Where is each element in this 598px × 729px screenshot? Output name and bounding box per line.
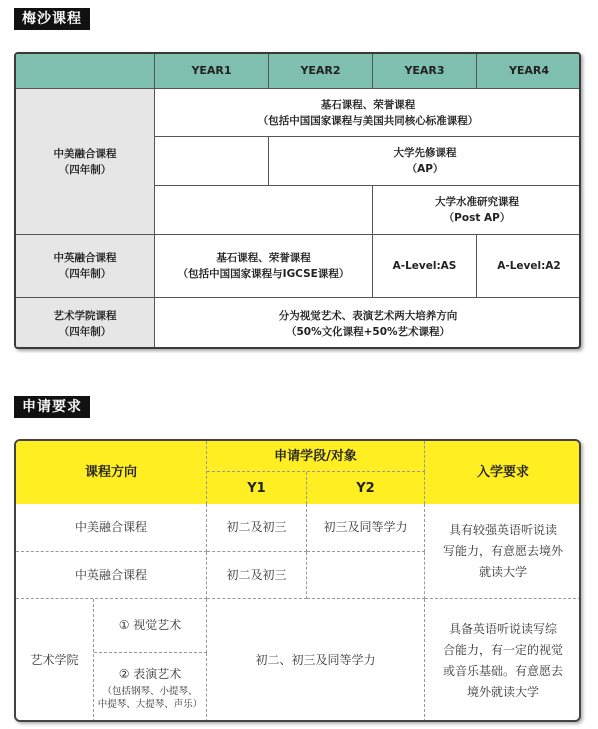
cell-text: 大学水准研究课程 <box>435 196 519 208</box>
uk-y2-empty <box>307 552 425 599</box>
cell-text: 大学先修课程 <box>393 147 457 159</box>
course-uk: 中英融合课程 <box>16 552 207 599</box>
requirement-art <box>425 599 581 722</box>
header-year4: YEAR4 <box>477 54 581 89</box>
section-title-courses: 梅沙课程 <box>14 8 90 30</box>
art-visual: ① 视觉艺术 <box>94 599 207 653</box>
course-us: 中美融合课程 <box>16 504 207 552</box>
requirement-text: 具有较强英语听说读 <box>448 522 557 537</box>
cell-note: （50%文化课程+50%艺术课程） <box>285 325 451 338</box>
cell-text: 分为视觉艺术、表演艺术两大培养方向 <box>278 309 458 322</box>
performing-note: 中提琴、大提琴、声乐） <box>97 699 203 710</box>
row-label-duration: （四年制） <box>58 163 112 176</box>
cell-text: 基石课程、荣誉课程 <box>216 252 311 264</box>
row-label-name: 中美融合课程 <box>53 147 117 160</box>
row-label-art-course <box>16 298 155 349</box>
header-year2: YEAR2 <box>269 54 373 89</box>
us-y1: 初二及初三 <box>207 504 307 552</box>
requirement-text: 就读大学 <box>478 564 527 579</box>
requirement-text: 具备英语听说读写综 <box>448 621 557 636</box>
header-y1: Y1 <box>207 472 307 504</box>
foundation-igcse-cell <box>155 235 373 298</box>
row-label-duration: （四年制） <box>58 325 112 338</box>
course-art-school: 艺术学院 <box>16 599 94 722</box>
header-year1: YEAR1 <box>155 54 269 89</box>
empty-cell <box>155 137 269 186</box>
alevel-as-cell: A-Level:AS <box>373 235 477 298</box>
art-performing <box>94 653 207 722</box>
row-label-us-course <box>16 89 155 235</box>
header-year3: YEAR3 <box>373 54 477 89</box>
art-stage: 初二、初三及同等学力 <box>207 599 425 722</box>
section-title-requirements: 申请要求 <box>14 396 90 418</box>
cell-note: （包括中国国家课程与美国共同核心标准课程） <box>257 114 479 127</box>
requirement-text: 写能力，有意愿去境外 <box>442 543 563 558</box>
us-y2: 初三及同等学力 <box>307 504 425 552</box>
cell-text: 基石课程、荣誉课程 <box>320 98 416 111</box>
requirements-table <box>14 439 581 722</box>
art-direction-cell <box>155 298 581 349</box>
course-table <box>14 52 581 349</box>
header-y2: Y2 <box>307 472 425 504</box>
performing-note: （包括钢琴、小提琴、 <box>102 686 198 697</box>
header-stage: 申请学段/对象 <box>207 441 425 472</box>
header-empty-cell <box>16 54 155 89</box>
cell-note: （包括中国国家课程与IGCSE课程） <box>177 268 350 280</box>
performing-label: ② 表演艺术 <box>118 667 182 681</box>
row-label-uk-course <box>16 235 155 298</box>
requirement-text: 合能力，有一定的视觉 <box>442 642 563 657</box>
foundation-honors-cell <box>155 89 581 137</box>
header-direction: 课程方向 <box>16 441 207 504</box>
cell-note: （Post AP） <box>443 212 511 224</box>
requirement-language <box>425 504 581 599</box>
cell-note: （AP） <box>406 163 444 175</box>
requirement-text: 或音乐基础。有意愿去 <box>442 663 563 678</box>
uk-y1: 初二及初三 <box>207 552 307 599</box>
ap-cell <box>269 137 581 186</box>
row-label-name: 中英融合课程 <box>53 252 117 264</box>
post-ap-cell <box>373 186 581 235</box>
empty-cell <box>155 186 373 235</box>
alevel-a2-cell: A-Level:A2 <box>477 235 581 298</box>
row-label-duration: （四年制） <box>58 268 112 280</box>
header-requirement: 入学要求 <box>425 441 581 504</box>
row-label-name: 艺术学院课程 <box>53 309 117 322</box>
requirement-text: 境外就读大学 <box>466 684 539 699</box>
